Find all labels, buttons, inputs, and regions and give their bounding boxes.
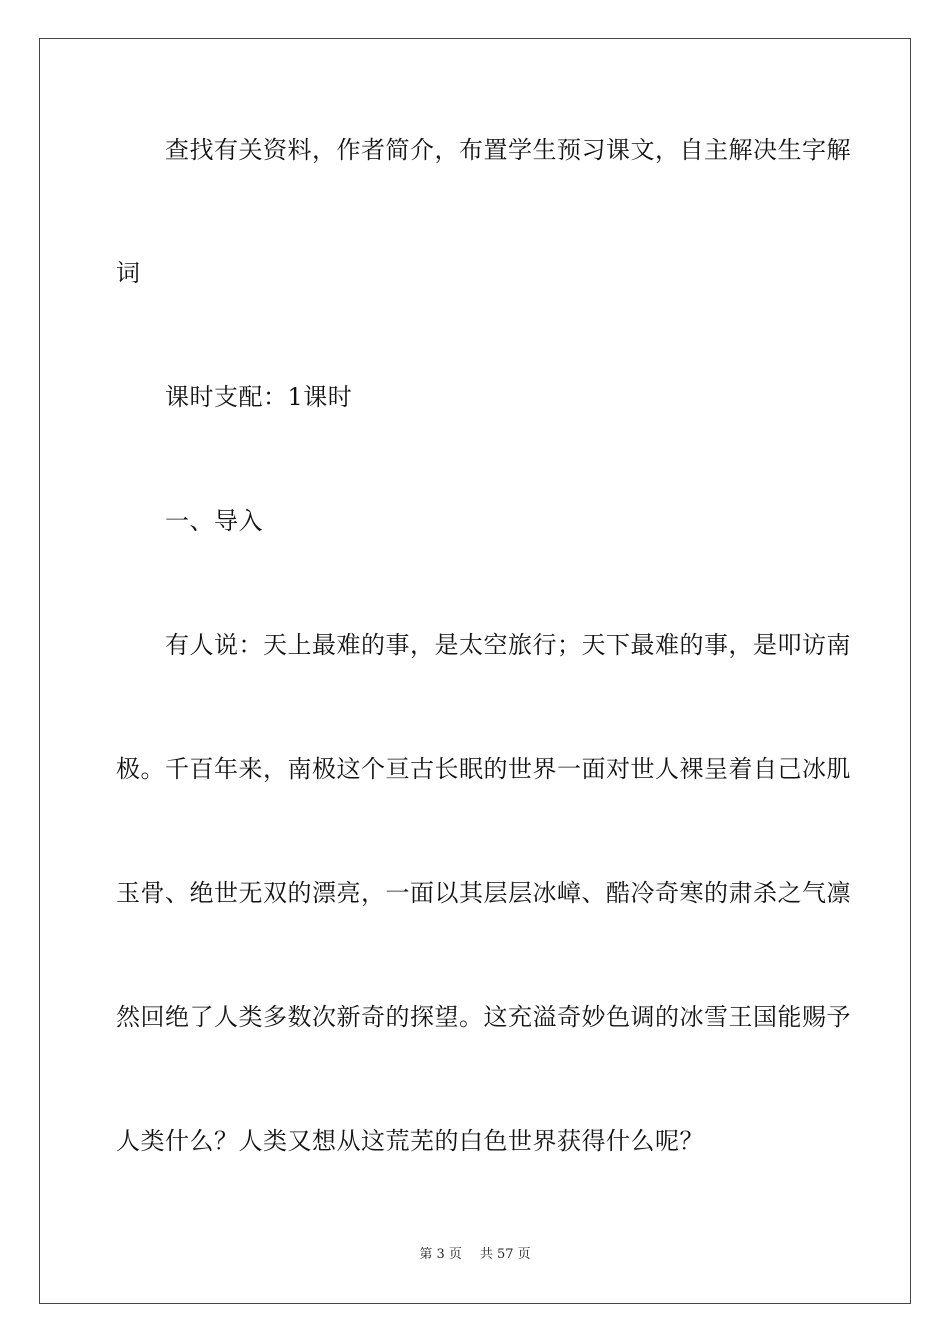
paragraph-line-8: 然回绝了人类多数次新奇的探望。这充溢奇妙色调的冰雪王国能赐予	[116, 1003, 851, 1031]
total-pages: 共 57 页	[479, 1247, 531, 1262]
paragraph-line-5: 有人说：天上最难的事，是太空旅行；天下最难的事，是叩访南	[165, 631, 851, 659]
paragraph-line-9: 人类什么？人类又想从这荒芜的白色世界获得什么呢？	[116, 1127, 704, 1155]
paragraph-line-3: 课时支配：1课时	[165, 383, 353, 411]
paragraph-line-2: 词	[116, 259, 141, 287]
paragraph-line-7: 玉骨、绝世无双的漂亮，一面以其层层冰嶂、酷冷奇寒的肃杀之气凛	[116, 879, 851, 907]
page-border	[39, 38, 911, 1304]
page-number: 第 3 页	[419, 1247, 462, 1262]
page-footer	[0, 1246, 950, 1264]
section-heading-intro: 一、导入	[165, 507, 263, 535]
paragraph-line-6: 极。千百年来，南极这个亘古长眠的世界一面对世人裸呈着自己冰肌	[116, 755, 851, 783]
paragraph-line-1: 查找有关资料，作者简介，布置学生预习课文，自主解决生字解	[165, 136, 851, 164]
